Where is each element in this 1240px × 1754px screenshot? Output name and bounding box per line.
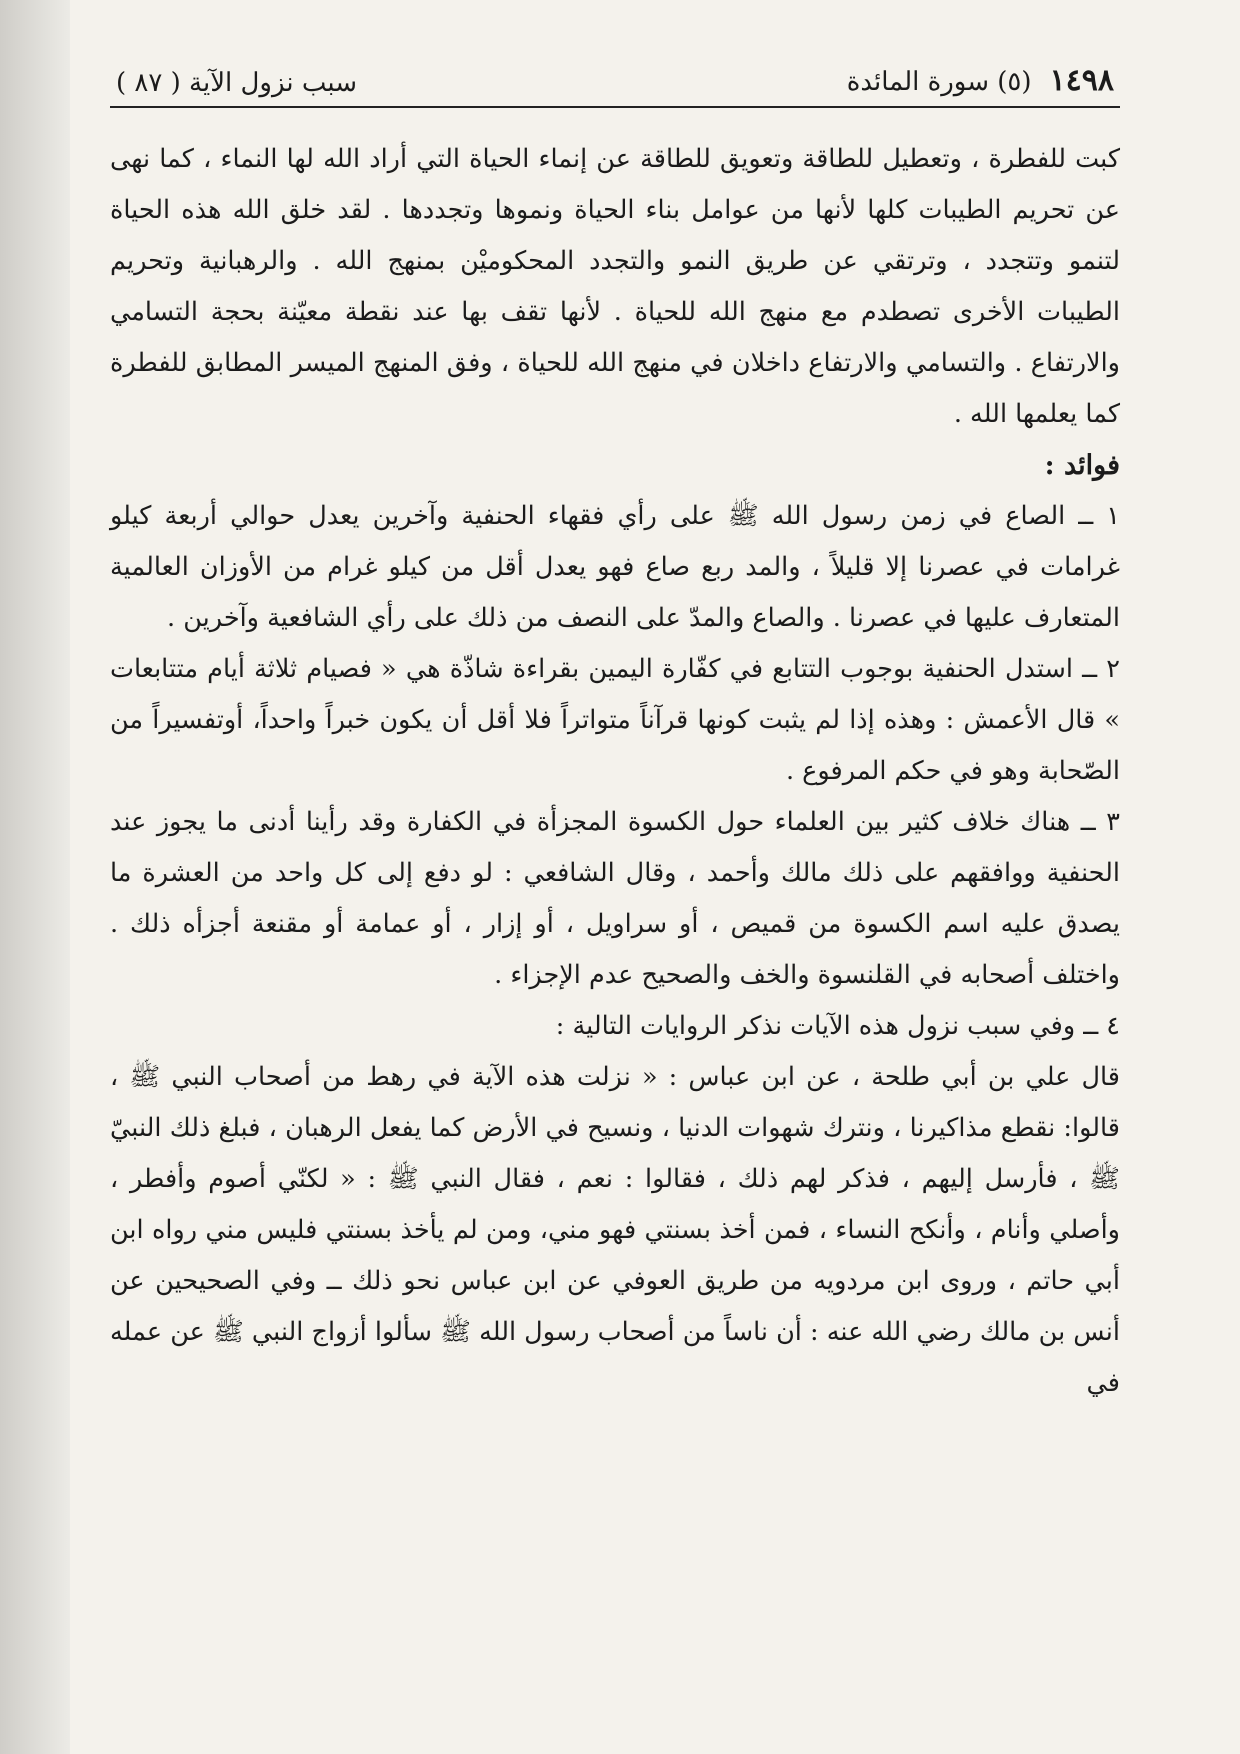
running-header bbox=[110, 52, 1120, 108]
narration-paragraph: قال علي بن أبي طلحة ، عن ابن عباس : « نزلت هذه الآية في رهط من أصحاب النبي ﷺ ، قالوا: نقطع مذاكيرنا ، ونترك شهوات الدنيا ، ونسيح في الأرض كما يفعل الرهبان ، فبلغ ذلك النبيّ ﷺ ، فأرسل إليهم ، فذكر لهم ذلك ، فقالوا : نعم ، فقال النبي ﷺ : « لكنّي أصوم وأفطر ، وأصلي وأنام ، وأنكح النساء ، فمن أخذ بسنتي فهو مني، ومن لم يأخذ بسنتي فليس مني رواه ابن أبي حاتم ، وروى ابن مردويه من طريق العوفي عن ابن عباس نحو ذلك ــ وفي الصحيحين عن أنس بن مالك رضي الله عنه : أن ناساً من أصحاب رسول الله ﷺ سألوا أزواج النبي ﷺ عن عمله في bbox=[110, 1062, 1120, 1398]
scan-gutter-shadow bbox=[0, 0, 70, 1754]
surah-label: (٥) سورة المائدة bbox=[846, 67, 1032, 97]
benefit-item-2: ٢ ــ استدل الحنفية بوجوب التتابع في كفّارة اليمين بقراءة شاذّة هي « فصيام ثلاثة أيام متتابعات » قال الأعمش : وهذه إذا لم يثبت كونها قرآناً متواتراً فلا أقل أن يكون خبراً واحداً، أوتفسيراً من الصّحابة وهو في حكم المرفوع . bbox=[110, 654, 1120, 786]
benefits-heading: فوائد : bbox=[1044, 450, 1120, 481]
intro-paragraph: كبت للفطرة ، وتعطيل للطاقة وتعويق للطاقة عن إنماء الحياة التي أراد الله لها النماء ، كما نهى عن تحريم الطيبات كلها لأنها من عوامل بناء الحياة ونموها وتجددها . لقد خلق الله هذه الحياة لتنمو وتتجدد ، وترتقي عن طريق النمو والتجدد المحكوميْن بمنهج الله . والرهبانية وتحريم الطيبات الأخرى تصطدم مع منهج الله للحياة . لأنها تقف بها عند نقطة معيّنة بحجة التسامي والارتفاع . والتسامي والارتفاع داخلان في منهج الله للحياة ، وفق المنهج الميسر المطابق للفطرة كما يعلمها الله . bbox=[110, 144, 1120, 429]
benefit-item-3: ٣ ــ هناك خلاف كثير بين العلماء حول الكسوة المجزأة في الكفارة وقد رأينا أدنى ما يجوز عند الحنفية ووافقهم على ذلك مالك وأحمد ، وقال الشافعي : لو دفع إلى كل واحد من العشرة ما يصدق عليه اسم الكسوة من قميص ، أو سراويل ، أو إزار ، أو عمامة أو مقنعة أجزأه ذلك . واختلف أصحابه في القلنسوة والخف والصحيح عدم الإجزاء . bbox=[110, 807, 1120, 990]
benefit-item-4: ٤ ــ وفي سبب نزول هذه الآيات نذكر الروايات التالية : bbox=[555, 1011, 1120, 1041]
header-page-info bbox=[847, 63, 1114, 98]
body-text bbox=[110, 134, 1120, 1409]
benefit-item-1: ١ ــ الصاع في زمن رسول الله ﷺ على رأي فقهاء الحنفية وآخرين يعدل حوالي أربعة كيلو غرامات في عصرنا إلا قليلاً ، والمد ربع صاع فهو يعدل أقل من كيلو غرام من الأوزان العالمية المتعارف عليها في عصرنا . والصاع والمدّ على النصف من ذلك على رأي الشافعية وآخرين . bbox=[110, 501, 1120, 633]
book-page bbox=[110, 52, 1120, 1409]
page-number: ١٤٩٨ bbox=[1049, 63, 1114, 98]
section-title: سبب نزول الآية ( ٨٧ ) bbox=[116, 68, 357, 98]
